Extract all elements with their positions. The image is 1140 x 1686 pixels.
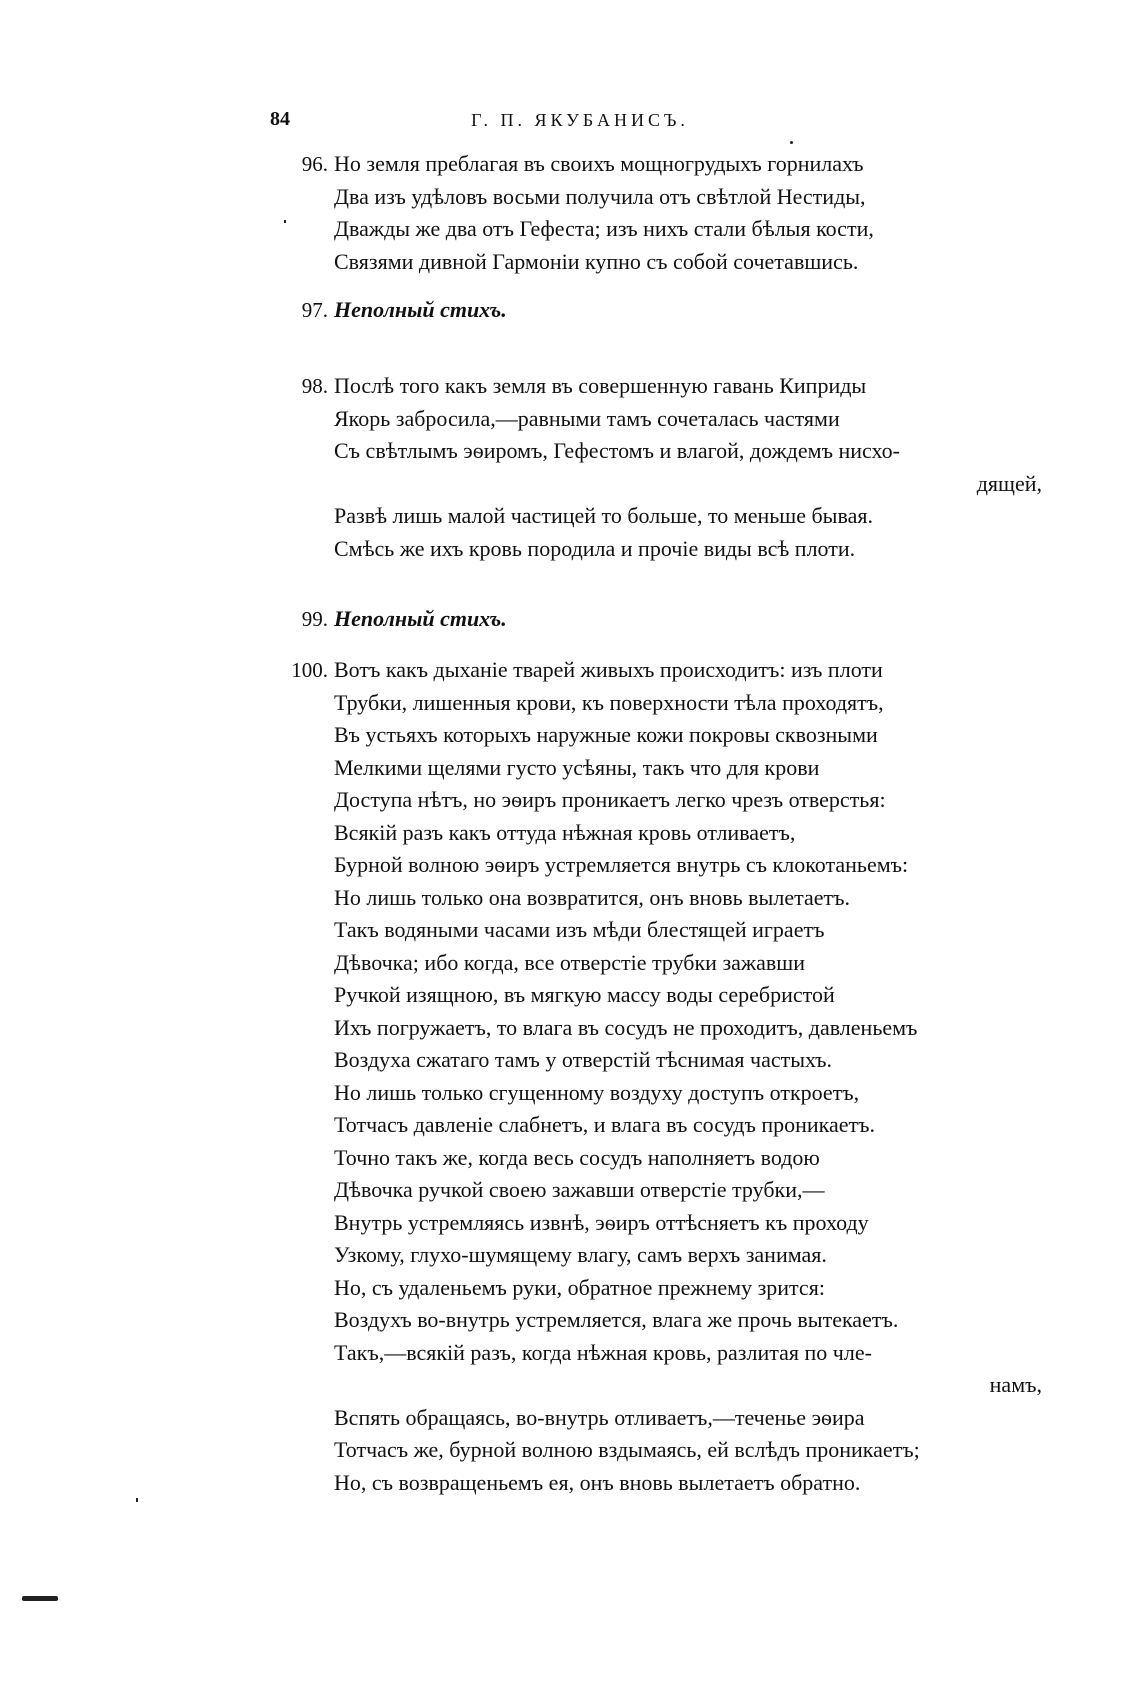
verse-number: 98.: [301, 374, 328, 398]
verse-line: Тотчасъ давленіе слабнетъ, и влага въ сосудъ проникаетъ.: [334, 1112, 876, 1137]
verse-line: Развѣ лишь малой частицей то больше, то меньше бывая.: [334, 503, 873, 528]
verse-line: Но лишь только сгущенному воздуху доступъ откроетъ,: [334, 1079, 860, 1105]
verse-lines: [334, 148, 1094, 278]
verse-line: Въ устьяхъ которыхъ наружные кожи покровы сквозными: [334, 722, 878, 747]
verse-line: Якорь забросила,—равными тамъ сочеталась частями: [334, 405, 840, 431]
scan-speck: [790, 141, 793, 144]
verse-line: Точно такъ же, когда весь сосудъ наполняетъ водою: [334, 1144, 820, 1170]
verse-line: Всякій разъ какъ оттуда нѣжная кровь отливаетъ,: [334, 819, 796, 845]
verse-line: Ихъ погружаетъ, то влага въ сосудъ не проходитъ, давленьемъ: [334, 1014, 918, 1040]
verse-line: Вотъ какъ дыханіе тварей живыхъ происходитъ: изъ плоти: [334, 657, 883, 682]
verse-line: Но, съ удаленьемъ руки, обратное прежнему зрится:: [334, 1274, 825, 1300]
page-header: [270, 108, 820, 142]
verse-line: Связями дивной Гармоніи купно съ собой сочетавшись.: [334, 248, 859, 274]
verse-line: Но земля преблагая въ своихъ мощногрудыхъ горнилахъ: [334, 151, 864, 176]
verse-line-turnover: дящей,: [976, 470, 1042, 496]
scan-speck: [284, 220, 286, 223]
verse-line: Тотчасъ же, бурной волною вздымаясь, ей вслѣдъ проникаетъ;: [334, 1437, 920, 1462]
running-title: Г. П. ЯКУБАНИСЪ.: [471, 110, 689, 130]
verse-line: Дѣвочка ручкой своею зажавши отверстіе трубки,—: [334, 1177, 825, 1202]
verse-line: Воздухъ во-внутрь устремляется, влага же прочь вытекаетъ.: [334, 1307, 899, 1332]
page-number: 84: [270, 108, 290, 130]
verse-lines: [334, 294, 1094, 327]
verse-line: Доступа нѣтъ, но эѳиръ проникаетъ легко чрезъ отверстья:: [334, 787, 886, 812]
verse-lines: [334, 654, 1094, 1499]
verse-line: Смѣсь же ихъ кровь породила и прочіе виды всѣ плоти.: [334, 535, 856, 561]
verse-line: Узкому, глухо-шумящему влагу, самъ верхъ занимая.: [334, 1242, 827, 1267]
verse-line: Дважды же два отъ Гефеста; изъ нихъ стали бѣлыя кости,: [334, 216, 874, 241]
verse-line: Такъ,—всякій разъ, когда нѣжная кровь, разлитая по чле-: [334, 1339, 872, 1365]
incomplete-verse-note: Неполный стихъ.: [334, 297, 507, 322]
verse-line: Дѣвочка; ибо когда, все отверстіе трубки зажавши: [334, 949, 805, 975]
verse-line: Вспять обращаясь, во-внутрь отливаетъ,—теченье эѳира: [334, 1404, 865, 1430]
verse-line: Мелкими щелями густо усѣяны, такъ что для крови: [334, 754, 820, 780]
verse-line: Такъ водяными часами изъ мѣди блестящей играетъ: [334, 917, 825, 942]
incomplete-verse-note: Неполный стихъ.: [334, 606, 507, 631]
verse-line: Трубки, лишенныя крови, къ поверхности тѣла проходятъ,: [334, 689, 884, 715]
verse-line-turnover: намъ,: [989, 1372, 1042, 1397]
verse-line: Ручкой изящною, въ мягкую массу воды серебристой: [334, 982, 835, 1007]
verse-line: Воздуха сжатаго тамъ у отверстій тѣснимая частыхъ.: [334, 1047, 833, 1072]
scan-speck: [136, 1498, 138, 1502]
verse-line: Но лишь только она возвратится, онъ вновь вылетаетъ.: [334, 884, 850, 910]
verse-line: Бурной волною эѳиръ устремляется внутрь съ клокотаньемъ:: [334, 852, 909, 877]
verse-line: Послѣ того какъ земля въ совершенную гавань Киприды: [334, 373, 867, 398]
verse-line: Съ свѣтлымъ эѳиромъ, Гефестомъ и влагой, дождемъ нисхо-: [334, 438, 900, 463]
verse-number: 99.: [301, 607, 328, 631]
verse-line: Два изъ удѣловъ восьми получила отъ свѣтлой Нестиды,: [334, 183, 866, 209]
scan-artifact-mark: [22, 1596, 58, 1601]
verse-line: Внутрь устремляясь извнѣ, эѳиръ оттѣсняетъ къ проходу: [334, 1209, 869, 1235]
verse-line: Но, съ возвращеньемъ ея, онъ вновь вылетаетъ обратно.: [334, 1469, 861, 1495]
verse-number: 97.: [301, 298, 328, 322]
verse-number: 100.: [291, 658, 328, 682]
verse-lines: [334, 370, 1094, 565]
verse-number: 96.: [301, 152, 328, 176]
verse-lines: [334, 603, 1094, 636]
